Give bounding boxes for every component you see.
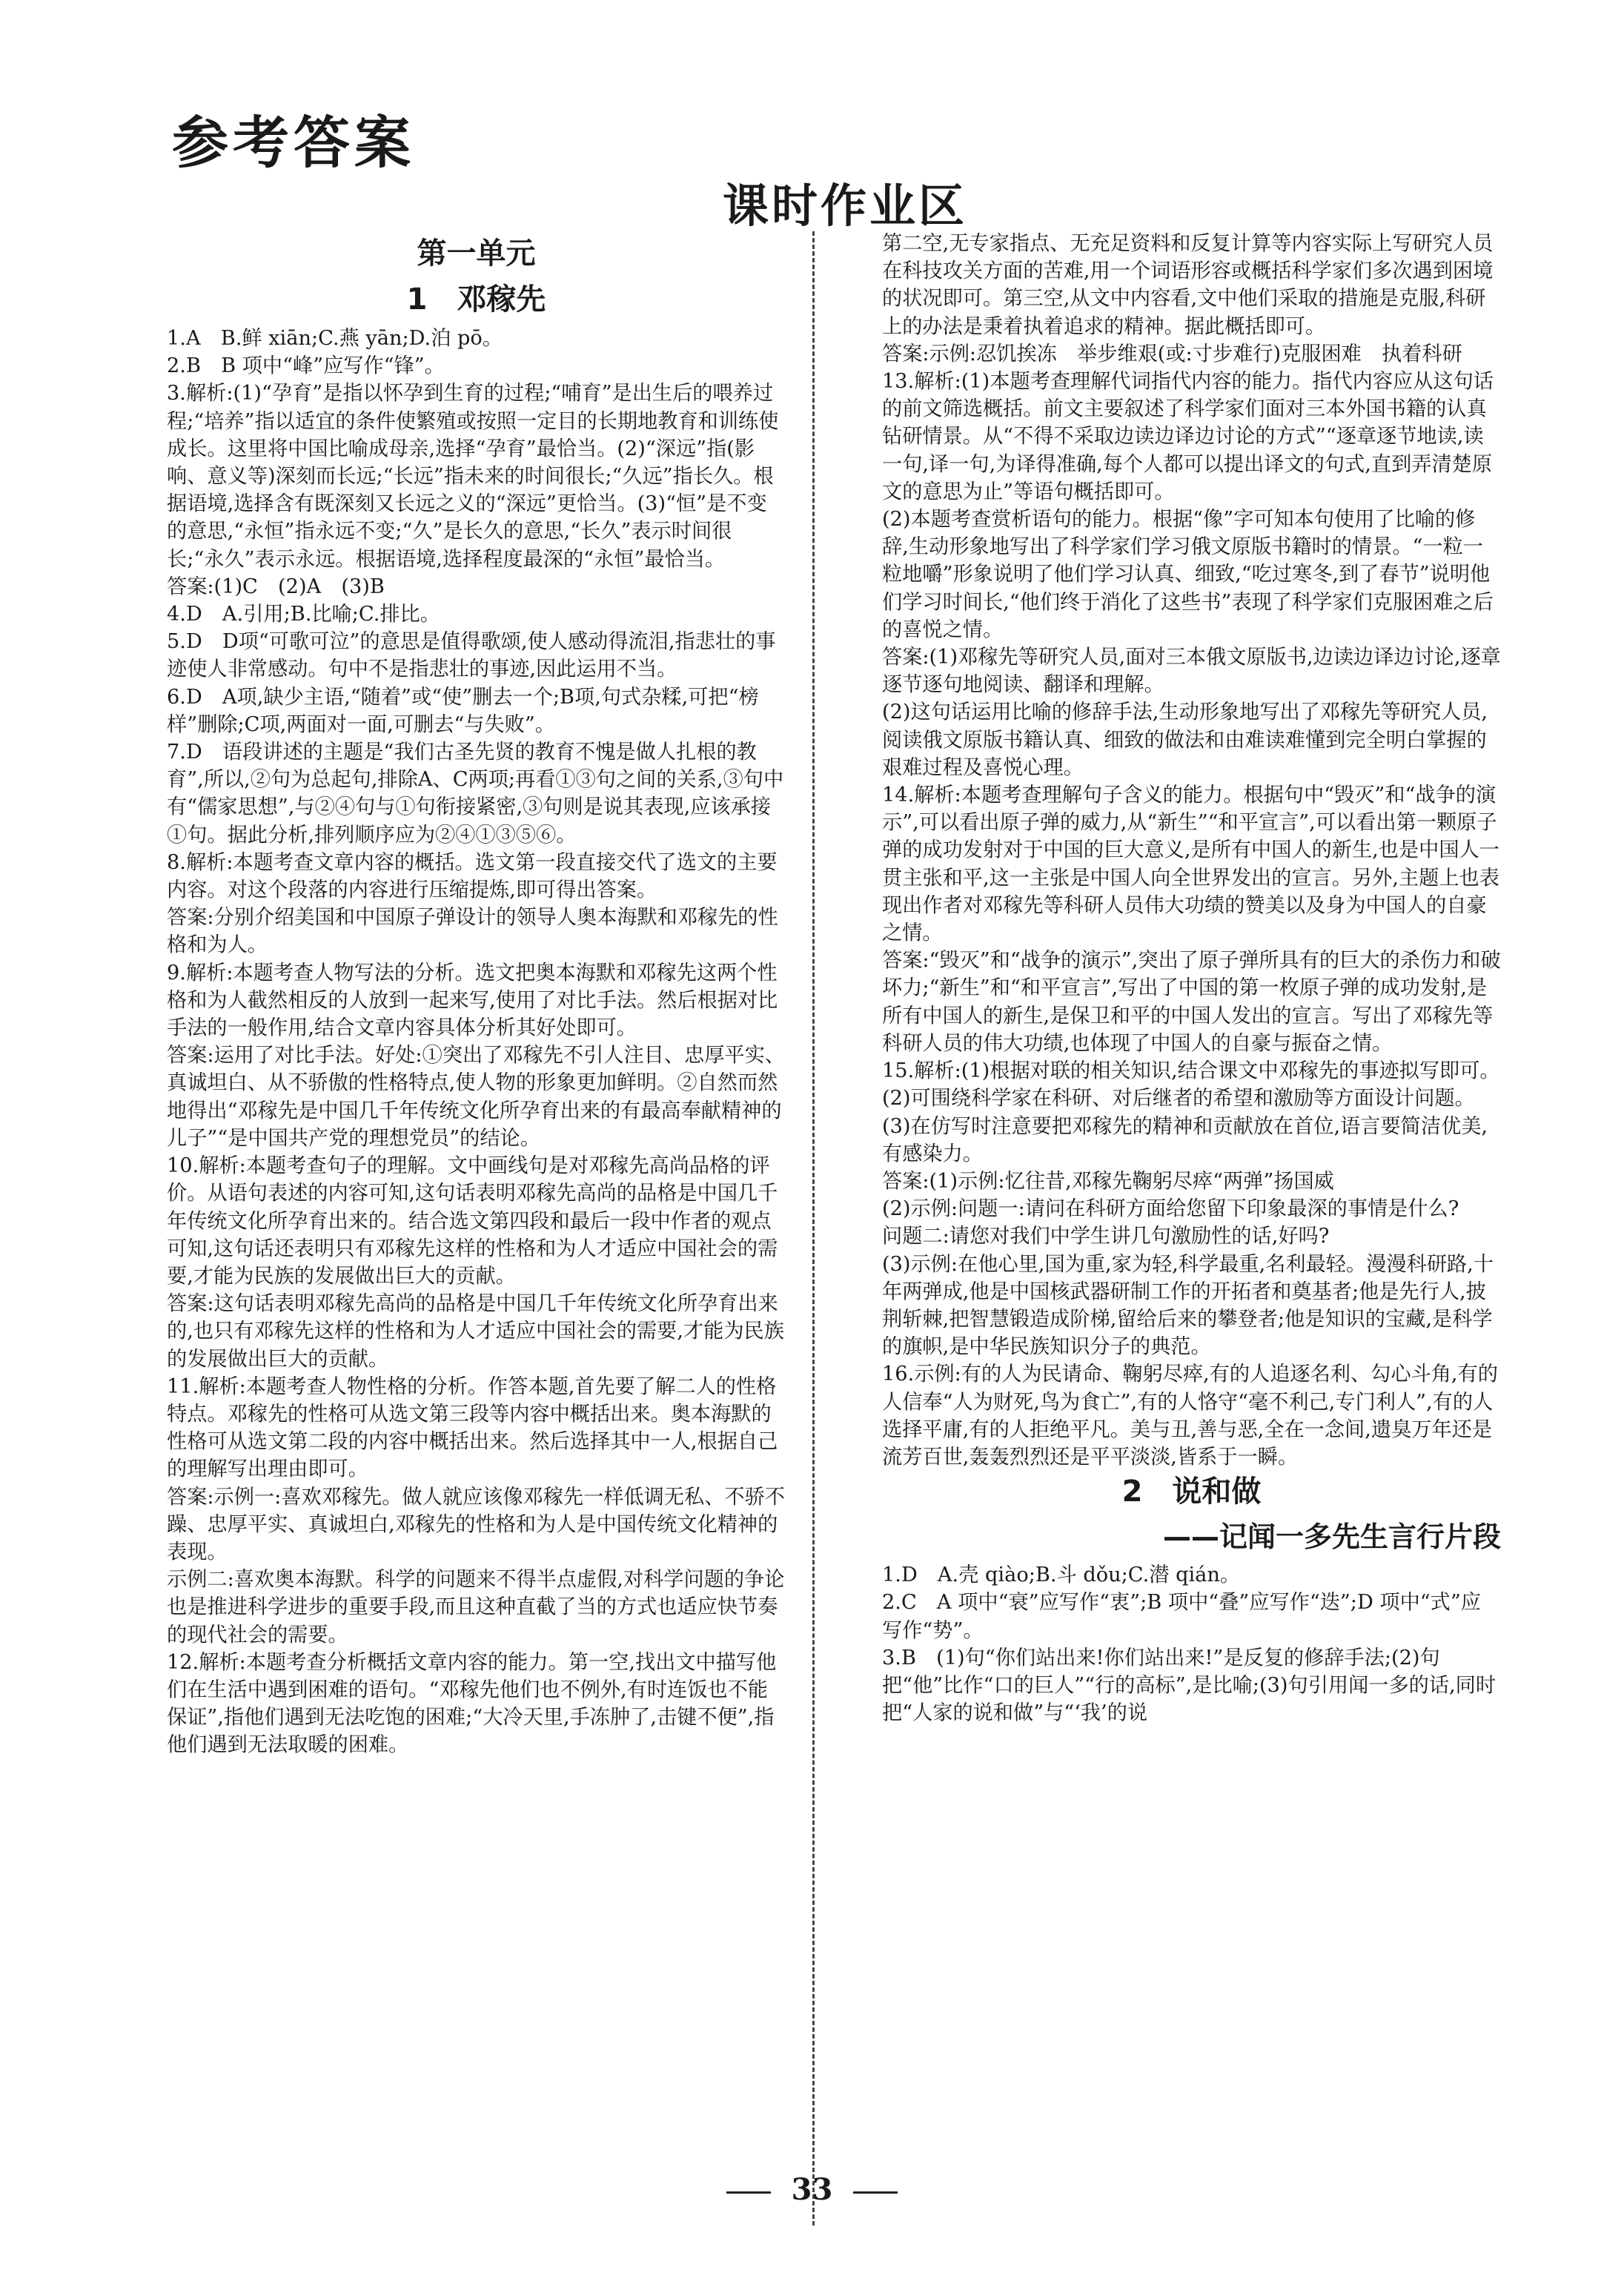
answer-item: 问题二:请您对我们中学生讲几句激励性的话,好吗? (882, 1225, 1330, 1248)
answer-item: 15.解析:(1)根据对联的相关知识,结合课文中邓稼先的事迹拟写即可。 (882, 1059, 1500, 1083)
answer-item: 示例二:喜欢奥本海默。科学的问题来不得半点虚假,对科学问题的争论也是推进科学进步的重要手段,而且这种直截了当的方式也适应快节奏的现代社会的需要。 (167, 1568, 785, 1647)
answer-item: 答案:分别介绍美国和中国原子弹设计的领导人奥本海默和邓稼先的性格和为人。 (167, 906, 778, 957)
answer-item: 16.示例:有的人为民请命、鞠躬尽瘁,有的人追逐名利、勾心斗角,有的人信奉“人为财死,鸟为食亡”,有的人恪守“毫不利己,专门利人”,有的人选择平庸,有的人拒绝平凡。美与丑,善与恶,全在一念间,遗臭万年还是流芳百世,轰轰烈烈还是平平淡淡,皆系于一瞬。 (882, 1363, 1498, 1469)
answer-item: 14.解析:本题考查理解句子含义的能力。根据句中“毁灭”和“战争的演示”,可以看出原子弹的威力,从“新生”“和平宣言”,可以看出第一颗原子弹的成功发射对于中国的巨大意义,是所有中国人的新生,也是中国人一贯主张和平,这一主张是中国人向全世界发出的宣言。另外,主题上也表现出作者对邓稼先等科研人员伟大功绩的赞美以及身为中国人的自豪之情。 (882, 784, 1499, 945)
answer-item: 答案:“毁灭”和“战争的演示”,突出了原子弹所具有的巨大的杀伤力和破坏力;“新生”和“和平宣言”,写出了中国的第一枚原子弹的成功发射,是所有中国人的新生,是保卫和平的中国人发出的宣言。写出了邓稼先等科研人员的伟大功绩,也体现了中国人的自豪与振奋之情。 (882, 949, 1501, 1055)
unit-heading: 第一单元 (417, 236, 536, 271)
answer-item: 4.D A.引用;B.比喻;C.排比。 (167, 603, 440, 626)
answer-item: 6.D A项,缺少主语,“随着”或“使”删去一个;B项,句式杂糅,可把“榜样”删除;C项,两面对一面,可删去“与失败”。 (167, 685, 759, 736)
answer-item: (3)示例:在他心里,国为重,家为轻,科学最重,名利最轻。漫漫科研路,十年两弹成,他是中国核武器研制工作的开拓者和奠基者;他是先行人,披荆斩棘,把智慧锻造成阶梯,留给后来的攀登者;他是知识的宝藏,是科学的旗帜,是中华民族知识分子的典范。 (882, 1252, 1494, 1359)
answer-item: 11.解析:本题考查人物性格的分析。作答本题,首先要了解二人的性格特点。邓稼先的性格可从选文第三段等内容中概括出来。奥本海默的性格可从选文第二段的内容中概括出来。然后选择其中一人,根据自己的理解写出理由即可。 (167, 1374, 778, 1481)
answer-item: 7.D 语段讲述的主题是“我们古圣先贤的教育不愧是做人扎根的教育”,所以,②句为总起句,排除A、C两项;再看①③句之间的关系,③句中有“儒家思想”,与②④句与①句衔接紧密,③句则是说其表现,应该承接①句。据此分析,排列顺序应为②④①③⑤⑥。 (167, 741, 784, 847)
answer-item: (3)在仿写时注意要把邓稼先的精神和贡献放在首位,语言要简洁优美,有感染力。 (882, 1114, 1488, 1165)
page-number-dash-left (726, 2191, 771, 2194)
answer-item: 答案:(1)邓稼先等研究人员,面对三本俄文原版书,边读边译边讨论,逐章逐节逐句地阅读、翻译和理解。 (882, 646, 1501, 697)
left-answer-list (167, 325, 786, 1759)
answer-item: 10.解析:本题考查句子的理解。文中画线句是对邓稼先高尚品格的评价。从语句表述的内容可知,这句话表明邓稼先高尚的品格是中国几千年传统文化所孕育出来的。结合选文第四段和最后一段中作者的观点可知,这句话还表明只有邓稼先这样的性格和为人才适应中国社会的需要,才能为民族的发展做出巨大的贡献。 (167, 1154, 778, 1288)
answer-item: 第二空,无专家指点、无充足资料和反复计算等内容实际上写研究人员在科技攻关方面的苦难,用一个词语形容或概括科学家们多次遇到困境的状况即可。第三空,从文中内容看,文中他们采取的措施是克服,科研上的办法是秉着执着追求的精神。据此概括即可。 (882, 232, 1494, 338)
right-answer-list (882, 230, 1501, 1471)
page-title: 参考答案 (172, 110, 415, 176)
section-title: 课时作业区 (723, 179, 968, 233)
answer-item: 答案:(1)C (2)A (3)B (167, 575, 385, 598)
lesson-1-heading: 1 邓稼先 (406, 282, 546, 317)
lesson-2-subtitle: ——记闻一多先生言行片段 (1162, 1520, 1501, 1554)
answer-item: 答案:示例一:喜欢邓稼先。做人就应该像邓稼先一样低调无私、不骄不躁、忠厚平实、真诚坦白,邓稼先的性格和为人是中国传统文化精神的表现。 (167, 1485, 785, 1563)
answer-item: 13.解析:(1)本题考查理解代词指代内容的能力。指代内容应从这句话的前文筛选概括。前文主要叙述了科学家们面对三本外国书籍的认真钻研情景。从“不得不采取边读边译边讨论的方式”“逐章逐节地读,读一句,译一句,为译得准确,每个人都可以提出译文的句式,直到弄清楚原文的意思为止”等语句概括即可。 (882, 370, 1494, 503)
answer-item: 答案:(1)示例:忆往昔,邓稼先鞠躬尽瘁“两弹”扬国威 (882, 1169, 1334, 1193)
answer-item: (2)本题考查赏析语句的能力。根据“像”字可知本句使用了比喻的修辞,生动形象地写出了科学家们学习俄文原版书籍时的情景。“一粒一粒地嚼”形象说明了他们学习认真、细致,“吃过寒冬,到了春节”说明他们学习时间长,“他们终于消化了这些书”表现了科学家们克服困难之后的喜悦之情。 (882, 508, 1494, 641)
page-number-dash-right (853, 2191, 898, 2194)
answer-item: (2)可围绕科学家在科研、对后继者的希望和激励等方面设计问题。 (882, 1087, 1475, 1111)
answer-item: (2)示例:问题一:请问在科研方面给您留下印象最深的事情是什么? (882, 1197, 1459, 1221)
answer-item: 1.D A.壳 qiào;B.斗 dǒu;C.潜 qián。 (882, 1563, 1241, 1587)
answer-item: 3.解析:(1)“孕育”是指以怀孕到生育的过程;“哺育”是出生后的喂养过程;“培养”指以适宜的条件使繁殖或按照一定目的长期地教育和训练使成长。这里将中国比喻成母亲,选择“孕育”最恰当。(2)“深远”指(影响、意义等)深刻而长远;“长远”指未来的时间很长;“久远”指长久。根据语境,选择含有既深刻又长远之义的“深远”更恰当。(3)“恒”是不变的意思,“永恒”指永远不变;“久”是长久的意思,“长久”表示时间很长;“永久”表示永远。根据语境,选择程度最深的“永恒”最恰当。 (167, 382, 779, 571)
answer-item: 12.解析:本题考查分析概括文章内容的能力。第一空,找出文中描写他们在生活中遇到困难的语句。“邓稼先他们也不例外,有时连饭也不能保证”,指他们遇到无法吃饱的困难;“大冷天里,手冻肿了,击键不便”,指他们遇到无法取暖的困难。 (167, 1650, 777, 1757)
answer-item: 答案:示例:忍饥挨冻 举步维艰(或:寸步难行)克服困难 执着科研 (882, 342, 1462, 365)
page-number (0, 2172, 1624, 2207)
answer-item: 5.D D项“可歌可泣”的意思是值得歌颂,使人感动得流泪,指悲壮的事迹使人非常感动。句中不是指悲壮的事迹,因此运用不当。 (167, 630, 776, 681)
page-number-value: 33 (791, 2172, 833, 2207)
answer-item: (2)这句话运用比喻的修辞手法,生动形象地写出了邓稼先等研究人员,阅读俄文原版书籍认真、细致的做法和由难读难懂到完全明白掌握的艰难过程及喜悦心理。 (882, 701, 1488, 779)
column-divider (812, 231, 815, 2226)
left-column (167, 231, 786, 1759)
answer-item: 8.解析:本题考查文章内容的概括。选文第一段直接交代了选文的主要内容。对这个段落的内容进行压缩提炼,即可得出答案。 (167, 850, 778, 902)
answer-item: 答案:运用了对比手法。好处:①突出了邓稼先不引人注目、忠厚平实、真诚坦白、从不骄傲的性格特点,使人物的形象更加鲜明。②自然而然地得出“邓稼先是中国几千年传统文化所孕育出来的有最高奉献精神的儿子”“是中国共产党的理想党员”的结论。 (167, 1044, 785, 1150)
answer-item: 2.B B 项中“峰”应写作“锋”。 (167, 354, 445, 378)
answer-item: 2.C A 项中“衰”应写作“衷”;B 项中“叠”应写作“迭”;D 项中“式”应写作“势”。 (882, 1591, 1481, 1642)
lesson-2-answer-list (882, 1561, 1501, 1727)
answer-item: 3.B (1)句“你们站出来!你们站出来!”是反复的修辞手法;(2)句把“他”比作“口的巨人”“行的高标”,是比喻;(3)句引用闻一多的话,同时把“人家的说和做”与“‘我’的说 (882, 1646, 1497, 1725)
answer-item: 答案:这句话表明邓稼先高尚的品格是中国几千年传统文化所孕育出来的,也只有邓稼先这样的性格和为人才适应中国社会的需要,才能为民族的发展做出巨大的贡献。 (167, 1292, 784, 1371)
lesson-2-heading: 2 说和做 (1121, 1475, 1262, 1509)
answer-item: 9.解析:本题考查人物写法的分析。选文把奥本海默和邓稼先这两个性格和为人截然相反的人放到一起来写,使用了对比手法。然后根据对比手法的一般作用,结合文章内容具体分析其好处即可。 (167, 961, 778, 1040)
answer-item: 1.A B.鲜 xiān;C.燕 yān;D.泊 pō。 (167, 327, 503, 350)
right-column (882, 230, 1501, 1727)
